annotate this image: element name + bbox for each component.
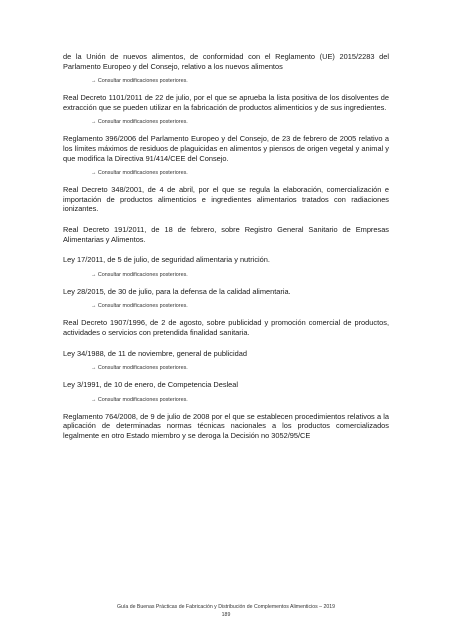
regulation-paragraph: Reglamento 764/2008, de 9 de julio de 2008 por el que se establecen procedimientos relativos a la aplicación de determinadas normas técnicas nacionales a los productos comercializados legalmente en otro Estado miembro y se deroga la Decisión no 3052/95/CE xyxy=(63,411,389,440)
modifications-note[interactable]: → Consultar modificaciones posteriores. xyxy=(91,365,188,372)
footer-title: Guía de Buenas Prácticas de Fabricación y Distribución de Complementos Alimenticios – 2019 xyxy=(117,604,335,610)
regulation-paragraph: Real Decreto 1101/2011 de 22 de julio, por el que se aprueba la lista positiva de los disolventes de extracción que se pueden utilizar en la fabricación de productos alimenticios y de sus ingredientes. xyxy=(63,93,389,112)
modifications-note[interactable]: → Consultar modificaciones posteriores. xyxy=(91,271,188,278)
regulation-paragraph: Reglamento 396/2006 del Parlamento Europeo y del Consejo, de 23 de febrero de 2005 relativo a los límites máximos de residuos de plaguicidas en alimentos y piensos de origen vegetal y animal y que modifica la Directiva 91/414/CEE del Consejo. xyxy=(63,134,389,163)
spacer xyxy=(63,214,389,225)
regulation-paragraph: Ley 34/1988, de 11 de noviembre, general de publicidad xyxy=(63,348,247,358)
modifications-note[interactable]: → Consultar modificaciones posteriores. xyxy=(91,119,188,126)
regulation-paragraph: Ley 3/1991, de 10 de enero, de Competencia Desleal xyxy=(63,380,239,390)
regulation-paragraph: de la Unión de nuevos alimentos, de conformidad con el Reglamento (UE) 2015/2283 del Parlamento Europeo y del Consejo, relativo a los nuevos alimentos xyxy=(63,52,389,71)
modifications-note[interactable]: → Consultar modificaciones posteriores. xyxy=(91,78,188,85)
spacer xyxy=(63,244,389,255)
regulation-list xyxy=(63,52,389,440)
regulation-paragraph: Real Decreto 348/2001, de 4 de abril, por el que se regula la elaboración, comercialización e importación de productos alimenticios e ingredientes alimentarios tratados con radiaciones ionizantes. xyxy=(63,185,389,214)
spacer xyxy=(63,338,389,349)
regulation-paragraph: Real Decreto 191/2011, de 18 de febrero, sobre Registro General Sanitario de Empresas Alimentarias y Alimentos. xyxy=(63,224,389,244)
modifications-note[interactable]: → Consultar modificaciones posteriores. xyxy=(91,396,188,403)
page-number: 189 xyxy=(221,612,231,618)
regulation-paragraph: Real Decreto 1907/1996, de 2 de agosto, sobre publicidad y promoción comercial de productos, actividades o servicios con pretendida finalidad sanitaria. xyxy=(63,318,389,337)
modifications-note[interactable]: → Consultar modificaciones posteriores. xyxy=(91,170,188,177)
regulation-paragraph: Ley 17/2011, de 5 de julio, de seguridad alimentaria y nutrición. xyxy=(63,255,270,265)
regulation-paragraph: Ley 28/2015, de 30 de julio, para la defensa de la calidad alimentaria. xyxy=(63,286,291,296)
modifications-note[interactable]: → Consultar modificaciones posteriores. xyxy=(91,303,188,310)
